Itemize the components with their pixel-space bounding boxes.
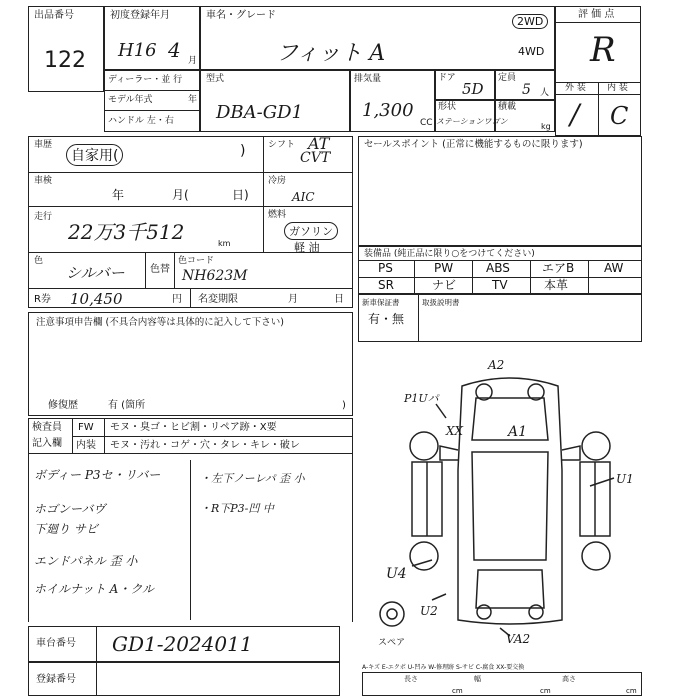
equip-sr[interactable]: SR: [378, 278, 394, 292]
dim-label-length: 長さ: [404, 675, 418, 683]
mileage-unit: km: [218, 239, 231, 248]
recycle-yen: 円: [172, 294, 182, 305]
year-unit: 年: [188, 95, 198, 105]
fuel-label: 燃料: [268, 210, 287, 220]
fw-items: モヌ・臭ゴ・ヒビ割・リペア跡・X要: [110, 422, 277, 433]
dim-cm-1: cm: [452, 687, 463, 695]
note-right-line-1: ・左下ノーレパ 歪 小: [200, 472, 305, 485]
displacement-value: 1,300: [362, 100, 414, 121]
model-label: 型式: [206, 74, 225, 84]
note-line-5: ホイルナット A・クル: [34, 582, 154, 596]
car-name-label: 車名・グレード: [206, 10, 276, 21]
aircon-label: 冷房: [268, 176, 287, 186]
diagram-label-u1: U1: [616, 472, 634, 486]
shape-value: ステーションワゴン: [436, 117, 508, 126]
dealer-label: ディーラー・並 行: [108, 75, 183, 85]
fuel-diesel[interactable]: 軽 油: [294, 241, 320, 254]
repair-label: 修復歴: [48, 400, 78, 411]
fw-label: FW: [78, 422, 94, 433]
capacity-label: 定員: [498, 73, 517, 83]
mileage-value: 22万3千512: [68, 220, 185, 244]
load-label: 積載: [498, 102, 517, 112]
history-close: ): [240, 143, 246, 159]
color-value: シルバー: [66, 264, 125, 282]
diagram-label-u4: U4: [386, 566, 407, 582]
capacity-value: 5: [522, 82, 531, 98]
repair-value: 有 (箇所: [108, 400, 146, 411]
first-reg-era: H16: [118, 40, 157, 61]
equip-abs[interactable]: ABS: [486, 261, 510, 275]
diagram-legend: A-キズ E-エクボ U-凹み W-修理跡 S-サビ C-腐食 XX-要交換: [362, 664, 525, 671]
notes-label: 注意事項申告欄 (不具合内容等は具体的に記入して下さい): [36, 317, 284, 328]
inspection-month: 月(: [172, 188, 189, 202]
shape-label: 形状: [438, 102, 457, 112]
diagram-label-a1: A1: [508, 424, 528, 440]
drive-4wd[interactable]: 4WD: [518, 45, 545, 58]
equip-tv[interactable]: TV: [492, 278, 508, 292]
color-code-label: 色コード: [178, 256, 215, 266]
note-line-2: ホゴンーバヴ: [34, 502, 106, 516]
diagram-label-va2: VA2: [506, 632, 531, 646]
month-unit: 月: [188, 56, 198, 66]
equip-pw[interactable]: PW: [434, 261, 454, 275]
displacement-label: 排気量: [354, 74, 382, 84]
color-code: NH623M: [182, 268, 248, 284]
interior-label: 内 装: [607, 83, 628, 93]
color-label: 色: [34, 256, 44, 266]
exterior-label: 外 装: [565, 83, 586, 93]
chassis-label: 車台番号: [36, 638, 76, 649]
mileage-label: 走行: [34, 212, 53, 222]
diagram-label-a2: A2: [488, 358, 505, 372]
handle-label: ハンドル 左・右: [108, 116, 174, 126]
score-label: 評 価 点: [578, 9, 615, 20]
history-value-text: 自家用(: [71, 148, 119, 164]
note-line-1: ボディー P3セ・リバー: [34, 468, 161, 482]
recycle-label: R券: [34, 294, 51, 305]
inspection-label: 車検: [34, 176, 53, 186]
interior-score: C: [610, 102, 629, 130]
aircon-value: AIC: [292, 190, 315, 204]
interior-check-label: 内装: [76, 440, 96, 451]
kg-unit: kg: [541, 122, 551, 131]
expiry-day: 日: [334, 294, 344, 305]
note-line-3: 下廻り サビ: [34, 522, 98, 536]
inspector-label-2: 記入欄: [32, 438, 62, 449]
diagram-label-spare: スペア: [378, 638, 406, 648]
repair-close: ): [342, 400, 346, 411]
shift-value-2: CVT: [300, 150, 331, 166]
history-label: 車歴: [34, 140, 53, 150]
shift-value-1: AT: [308, 134, 330, 153]
note-line-4: エンドパネル 歪 小: [34, 554, 138, 568]
equip-navi[interactable]: ナビ: [432, 278, 457, 292]
lot-label: 出品番号: [34, 10, 74, 21]
fuel-gasoline-text: ガソリン: [289, 225, 333, 238]
sales-label: セールスポイント (正常に機能するものに限ります): [364, 139, 583, 150]
expiry-label: 名変期限: [198, 294, 238, 305]
drive-2wd-label: 2WD: [517, 15, 544, 28]
model-year-label: モデル年式: [108, 95, 153, 105]
recycle-value: 10,450: [70, 290, 123, 308]
inspection-year: 年: [112, 188, 125, 202]
first-reg-month: 4: [168, 38, 181, 62]
diagram-label-xx: XX: [446, 424, 464, 438]
dim-cm-2: cm: [540, 687, 551, 695]
diagram-label-p1: P1Uパ: [404, 392, 439, 405]
expiry-month: 月: [288, 294, 298, 305]
chassis-value: GD1-2024011: [112, 632, 253, 656]
dim-label-width: 幅: [474, 675, 481, 683]
inspector-label-1: 検査員: [32, 422, 62, 433]
interior-check-items: モヌ・汚れ・コゲ・穴・タレ・キレ・破レ: [110, 440, 300, 451]
first-reg-label: 初度登録年月: [110, 10, 170, 21]
equip-ps[interactable]: PS: [378, 261, 393, 275]
note-right-line-2: ・R下P3-凹 中: [200, 502, 274, 515]
warranty-value: 有・無: [368, 312, 405, 326]
equipment-label: 装備品 (純正品に限り○をつけてください): [364, 249, 535, 259]
equip-leather[interactable]: 本革: [544, 278, 569, 292]
spare-label: 取扱説明書: [422, 298, 460, 307]
cc-unit: CC: [420, 118, 433, 128]
color-change-label: 色替: [150, 264, 170, 275]
equip-aw[interactable]: AW: [604, 261, 624, 275]
dim-cm-3: cm: [626, 687, 637, 695]
door-label: ドア: [438, 73, 456, 83]
car-name: フィット A: [276, 41, 386, 66]
equip-airbag[interactable]: エアB: [542, 261, 575, 275]
inspection-day: 日): [232, 188, 249, 202]
score-value: R: [590, 30, 616, 70]
lot-number: 122: [44, 48, 86, 73]
exterior-score: /: [570, 98, 580, 131]
diagram-label-u2: U2: [420, 604, 438, 618]
warranty-label: 新車保証書: [362, 298, 400, 307]
capacity-unit: 人: [540, 88, 550, 98]
shift-label: シフト: [268, 140, 296, 150]
door-value: 5D: [462, 80, 484, 98]
model-code: DBA-GD1: [216, 102, 304, 123]
dim-label-height: 高さ: [562, 675, 576, 683]
reg-label: 登録番号: [36, 674, 76, 685]
